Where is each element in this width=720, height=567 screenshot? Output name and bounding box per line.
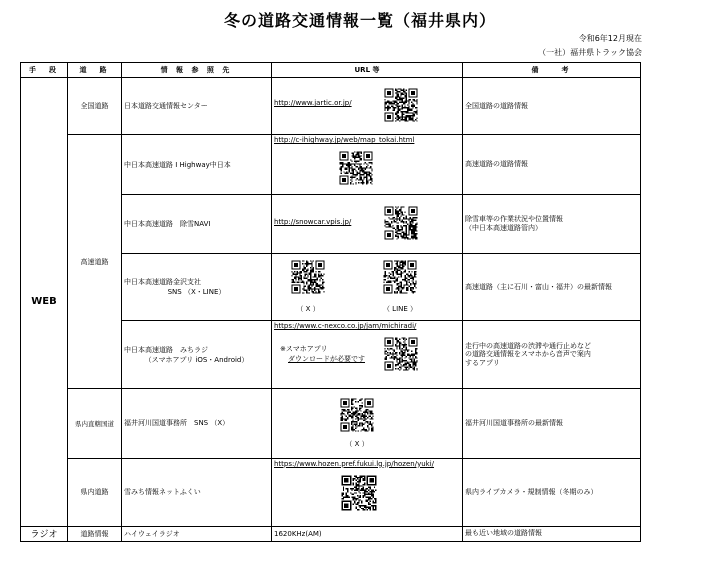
table-row: [21, 135, 641, 195]
link-ihighway[interactable]: http://c-ihighway.jp/web/map_tokai.html: [274, 136, 415, 145]
link-yukimichi[interactable]: https://www.hozen.pref.fukui.lg.jp/hozen/yuki/: [274, 459, 435, 468]
organization-name: （一社）福井県トラック協会: [538, 48, 642, 57]
link-snowcar[interactable]: http://snowcar.vpis.jp/: [274, 218, 352, 227]
table-row: [21, 389, 641, 458]
qr-code-icon: [382, 259, 418, 295]
road-type-national-managed: 県内直轄国道: [68, 389, 122, 458]
qr-code-icon: [290, 259, 326, 295]
remark-fukui-river: 福井河川国道事務所の最新情報: [463, 389, 641, 458]
qr-code-icon: [383, 205, 419, 241]
remark-michiradi: 走行中の高速道路の渋滞や通行止めなど の道路交通情報をスマホから音声で案内 するアプリ: [463, 321, 641, 389]
qr-caption-line: （ LINE ）: [382, 305, 418, 314]
table-row: [21, 78, 641, 135]
url-cell-snowcar: [272, 195, 463, 254]
info-source-radio: ハイウェイラジオ: [122, 526, 272, 541]
url-cell-michiradi: [272, 321, 463, 389]
info-source-kanazawa: 中日本高速道路金沢支社 SNS （X・LINE）: [122, 254, 272, 321]
header-url: URL 等: [272, 63, 463, 78]
road-type-prefectural: 県内道路: [68, 458, 122, 526]
road-type-info: 道路情報: [68, 526, 122, 541]
remark-snowcar: 除雪車等の作業状況や位置情報 （中日本高速道路管内）: [463, 195, 641, 254]
table-row: [21, 458, 641, 526]
info-source-snowcar: 中日本高速道路 除雪NAVI: [122, 195, 272, 254]
road-type-national: 全国道路: [68, 78, 122, 135]
url-cell-ihighway: [272, 135, 463, 195]
info-source-yukimichi: 雪みち情報ネットふくい: [122, 458, 272, 526]
road-info-table: [20, 62, 641, 542]
header-info-source: 情 報 参 照 先: [122, 63, 272, 78]
road-type-expressway: 高速道路: [68, 135, 122, 389]
qr-caption-x: （ X ）: [296, 305, 320, 314]
info-source-jartic: 日本道路交通情報センター: [122, 78, 272, 135]
info-source-ihighway: 中日本高速道路 I Highway中日本: [122, 135, 272, 195]
url-cell-jartic: [272, 78, 463, 135]
info-source-fukui-river: 福井河川国道事務所 SNS （X）: [122, 389, 272, 458]
qr-code-icon: [383, 87, 419, 123]
qr-code-icon: [338, 150, 374, 186]
remark-ihighway: 高速道路の道路情報: [463, 135, 641, 195]
header-means: 手 段: [21, 63, 68, 78]
page-title: 冬の道路交通情報一覧（福井県内）: [223, 11, 496, 30]
url-cell-yukimichi: [272, 458, 463, 526]
as-of-date: 令和6年12月現在: [578, 34, 642, 43]
url-cell-fukui-river: [272, 389, 463, 458]
remark-radio: 最も近い地域の道路情報: [463, 526, 641, 541]
radio-frequency: 1620KHz(AM): [272, 526, 463, 541]
means-web: WEB: [21, 78, 68, 526]
remark-yukimichi: 県内ライブカメラ・規制情報（冬期のみ）: [463, 458, 641, 526]
header-remarks: 備 考: [463, 63, 641, 78]
table-row: [21, 526, 641, 541]
remark-jartic: 全国道路の道路情報: [463, 78, 641, 135]
remark-kanazawa: 高速道路（主に石川・富山・福井）の最新情報: [463, 254, 641, 321]
qr-code-icon: [340, 474, 378, 512]
qr-code-icon: [383, 336, 419, 372]
info-source-michiradi: 中日本高速道路 みちラジ （スマホアプリ iOS・Android）: [122, 321, 272, 389]
qr-code-icon: [339, 397, 375, 433]
link-jartic[interactable]: http://www.jartic.or.jp/: [274, 99, 352, 108]
header-road: 道 路: [68, 63, 122, 78]
app-download-note: ※スマホアプリ ダウンロードが必要です: [280, 345, 365, 364]
qr-caption-x: （ X ）: [345, 440, 369, 449]
means-radio: ラジオ: [21, 526, 68, 541]
link-michiradi[interactable]: https://www.c-nexco.co.jp/jam/michiradi/: [274, 322, 417, 331]
url-cell-kanazawa: [272, 254, 463, 321]
